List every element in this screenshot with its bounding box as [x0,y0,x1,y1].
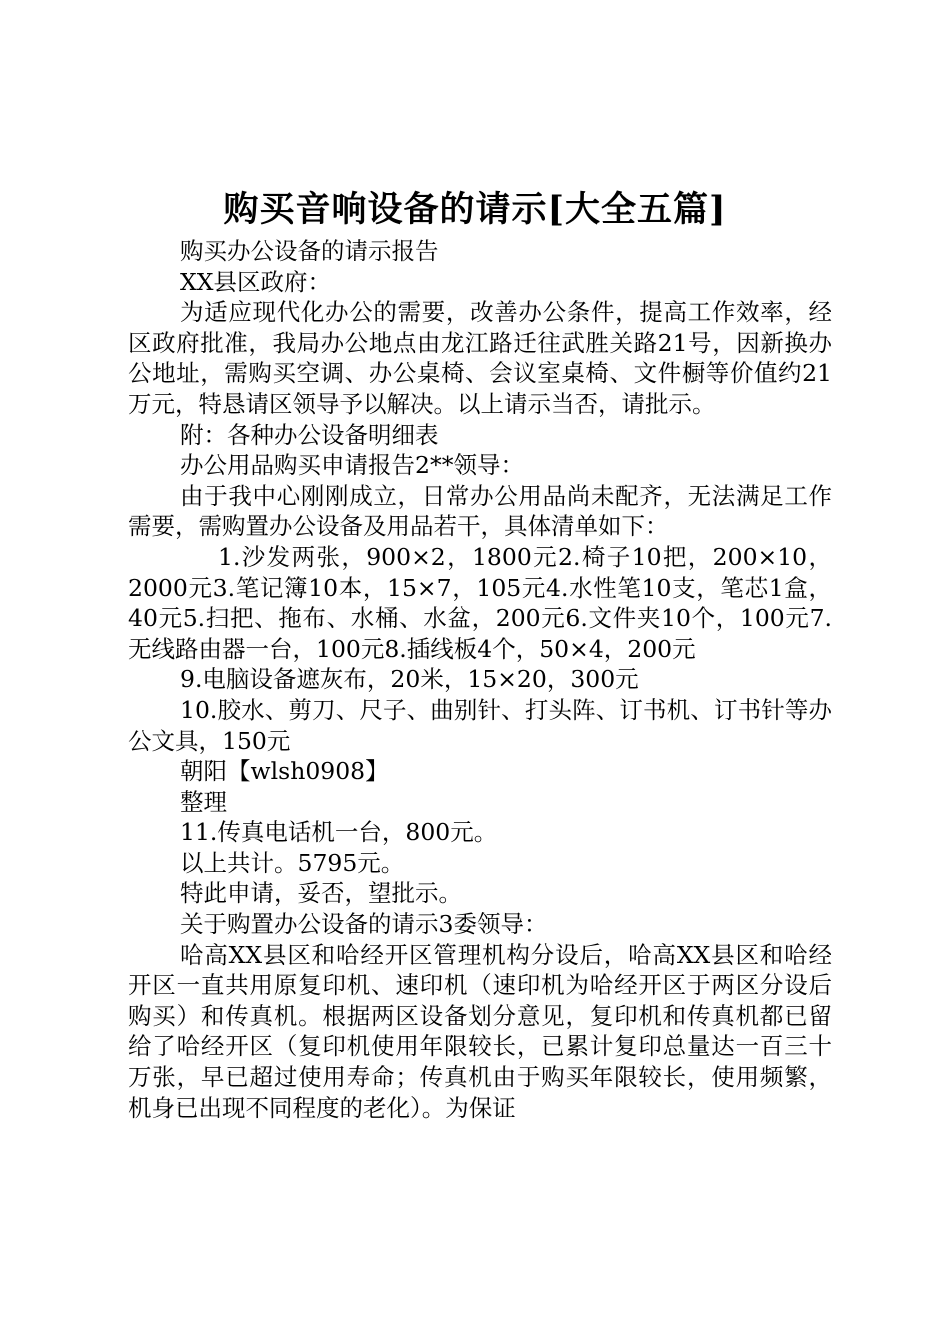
paragraph: 1.沙发两张，900×2，1800元2.椅子10把，200×10，2000元3.笔记簿10本，15×7，105元4.水性笔10支，笔芯1盒，40元5.扫把、拖布、水桶、水盆，200元6.文件夹10个，100元7.无线路由器一台，100元8.插线板4个，50×4，200元 [128,542,832,663]
paragraph: 购买办公设备的请示报告 [180,237,439,265]
paragraph: 办公用品购买申请报告2**领导： [180,451,524,480]
paragraph: 附：各种办公设备明细表 [180,420,439,449]
paragraph: 10.胶水、剪刀、尺子、曲别针、打头阵、订书机、订书针等办公文具，150元 [128,695,832,755]
paragraph: 9.电脑设备遮灰布，20米，15×20，300元 [180,665,639,694]
paragraph: 以上共计。5795元。 [180,848,405,877]
paragraph: 整理 [180,787,227,816]
paragraph: 关于购置办公设备的请示3委领导： [180,910,548,939]
document-title: 购买音响设备的请示[大全五篇] [223,189,727,230]
paragraph: 由于我中心刚刚成立，日常办公用品尚未配齐，无法满足工作需要，需购置办公设备及用品若干，具体清单如下： [128,481,832,541]
paragraph: 11.传真电话机一台，800元。 [180,818,498,847]
document-body [128,236,832,1123]
paragraph: XX县区政府： [180,267,331,296]
paragraph: 哈高XX县区和哈经开区管理机构分设后，哈高XX县区和哈经开区一直共用原复印机、速印机（速印机为哈经开区于两区分设后购买）和传真机。根据两区设备划分意见，复印机和传真机都已留给了哈经开区（复印机使用年限较长，已累计复印总量达一百三十万张，早已超过使用寿命；传真机由于购买年限较长，使用频繁，机身已出现不同程度的老化）。为保证 [128,940,832,1122]
paragraph: 为适应现代化办公的需要，改善办公条件，提高工作效率，经区政府批准，我局办公地点由龙江路迁往武胜关路21号，因新换办公地址，需购买空调、办公桌椅、会议室桌椅、文件橱等价值约21万元，特恳请区领导予以解决。以上请示当否，请批示。 [128,298,832,418]
paragraph: 朝阳【wlsh0908】 [180,757,389,786]
paragraph: 特此申请，妥否，望批示。 [180,879,462,908]
